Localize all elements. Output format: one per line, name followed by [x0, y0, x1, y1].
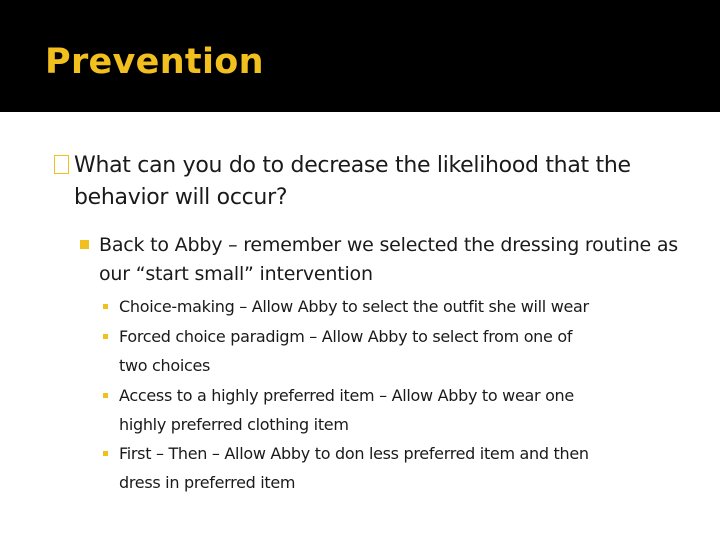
- bullet-level3-choice-making: [103, 292, 683, 321]
- square-bullet-icon: [80, 240, 89, 249]
- bullet-level3-text-line2: dress in preferred item: [119, 473, 296, 492]
- bullet-level3-preferred-item: [103, 381, 683, 439]
- small-square-bullet-icon: [103, 304, 108, 309]
- bullet-level1-text: What can you do to decrease the likelihood that the behavior will occur?: [74, 153, 631, 210]
- bullet-level1: [54, 150, 694, 214]
- slide-title: Prevention: [45, 42, 264, 82]
- bullet-level2-text: Back to Abby – remember we selected the dressing routine as our “start small” intervention: [99, 234, 679, 285]
- bullet-level3-text: Choice-making – Allow Abby to select the outfit she will wear: [119, 297, 589, 316]
- bullet-level3-forced-choice: [103, 322, 683, 380]
- bullet-level3-first-then: [103, 439, 683, 497]
- bullet-level3-text-line2: highly preferred clothing item: [119, 415, 349, 434]
- bullet-level3-text-line1: Access to a highly preferred item – Allow Abby to wear one: [119, 386, 574, 405]
- small-square-bullet-icon: [103, 393, 108, 398]
- bullet-level3-text-line1: Forced choice paradigm – Allow Abby to select from one of: [119, 327, 573, 346]
- bullet-level3-text-line1: First – Then – Allow Abby to don less preferred item and then: [119, 444, 589, 463]
- bullet-level3-text-line2: two choices: [119, 356, 211, 375]
- bullet-level2: [80, 231, 695, 289]
- small-square-bullet-icon: [103, 334, 108, 339]
- box-bullet-icon: [54, 155, 69, 174]
- small-square-bullet-icon: [103, 451, 108, 456]
